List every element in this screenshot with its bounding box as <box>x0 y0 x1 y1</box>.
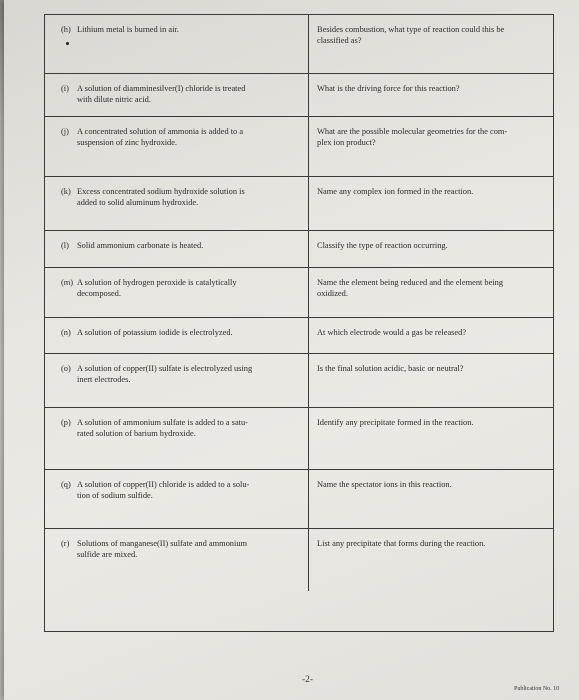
question-cell <box>317 328 545 339</box>
reaction-cell <box>61 480 299 501</box>
question-text: What are the possible molecular geometries for the com- <box>317 127 508 136</box>
worksheet-page <box>4 0 579 700</box>
reaction-text-continued: decomposed. <box>77 288 121 298</box>
column-divider <box>308 74 309 116</box>
question-letter: (i) <box>61 84 69 93</box>
question-text: Identify any precipitate formed in the reaction. <box>317 418 474 427</box>
question-cell <box>317 187 545 198</box>
question-text: oxidized. <box>317 288 348 298</box>
question-text: plex ion product? <box>317 137 376 147</box>
question-text: Name the element being reduced and the element being <box>317 278 504 287</box>
question-text: classified as? <box>317 35 362 45</box>
question-row <box>45 318 553 354</box>
question-row <box>45 268 553 318</box>
reaction-cell <box>61 241 299 252</box>
reaction-text: A solution of potassium iodide is electrolyzed. <box>77 328 233 337</box>
question-cell <box>317 241 545 252</box>
column-divider <box>308 318 309 353</box>
reaction-cell <box>61 418 299 439</box>
reaction-text: A solution of diamminesilver(I) chloride is treated <box>77 84 246 93</box>
column-divider <box>308 268 309 317</box>
reaction-cell <box>61 84 299 105</box>
column-divider <box>308 177 309 230</box>
question-cell <box>317 480 545 491</box>
reaction-text: Lithium metal is burned in air. <box>77 25 179 34</box>
question-letter: (n) <box>61 328 71 337</box>
question-letter: (m) <box>61 278 74 287</box>
column-divider <box>308 231 309 267</box>
question-text: Name any complex ion formed in the reaction. <box>317 187 474 196</box>
reaction-text: A solution of ammonium sulfate is added to a satu- <box>77 418 248 427</box>
column-divider <box>308 408 309 469</box>
question-cell <box>317 278 545 299</box>
question-row <box>45 408 553 470</box>
question-cell <box>317 418 545 429</box>
reaction-cell <box>61 328 299 339</box>
question-text: At which electrode would a gas be released? <box>317 328 467 337</box>
reaction-cell <box>61 278 299 299</box>
reaction-text-continued: tion of sodium sulfide. <box>77 490 153 500</box>
question-row <box>45 117 553 177</box>
question-cell <box>317 25 545 46</box>
reaction-cell <box>61 539 299 560</box>
question-cell <box>317 127 545 148</box>
column-divider <box>308 354 309 407</box>
page-number: -2- <box>302 675 314 685</box>
column-divider <box>308 15 309 73</box>
column-divider <box>308 529 309 591</box>
question-text: List any precipitate that forms during the reaction. <box>317 539 486 548</box>
question-letter: (j) <box>61 127 69 136</box>
reaction-text-continued: inert electrodes. <box>77 374 131 384</box>
question-row <box>45 354 553 408</box>
reaction-text: Solutions of manganese(II) sulfate and ammonium <box>77 539 248 548</box>
question-row <box>45 529 553 591</box>
reaction-cell <box>61 25 299 36</box>
question-letter: (p) <box>61 418 71 427</box>
question-text: Besides combustion, what type of reaction could this be <box>317 25 505 34</box>
question-row <box>45 231 553 268</box>
reaction-text-continued: added to solid aluminum hydroxide. <box>77 197 199 207</box>
question-letter: (h) <box>61 25 71 34</box>
question-table <box>44 14 554 632</box>
reaction-text-continued: suspension of zinc hydroxide. <box>77 137 178 147</box>
question-row <box>45 15 553 74</box>
question-cell <box>317 84 545 95</box>
question-letter: (k) <box>61 187 71 196</box>
reaction-text: A solution of copper(II) sulfate is electrolyzed using <box>77 364 253 373</box>
publication-label: Publication No. 10 <box>514 686 560 692</box>
question-text: What is the driving force for this reaction? <box>317 84 460 93</box>
question-cell <box>317 539 545 550</box>
question-letter: (o) <box>61 364 71 373</box>
question-row <box>45 470 553 529</box>
reaction-text: A concentrated solution of ammonia is added to a <box>77 127 244 136</box>
reaction-cell <box>61 127 299 148</box>
reaction-text: A solution of copper(II) chloride is added to a solu- <box>77 480 250 489</box>
question-letter: (r) <box>61 539 70 548</box>
column-divider <box>308 117 309 176</box>
question-letter: (l) <box>61 241 69 250</box>
reaction-cell <box>61 364 299 385</box>
reaction-text-continued: sulfide are mixed. <box>77 549 138 559</box>
question-row <box>45 177 553 231</box>
question-text: Name the spectator ions in this reaction. <box>317 480 452 489</box>
reaction-text: Solid ammonium carbonate is heated. <box>77 241 204 250</box>
question-text: Classify the type of reaction occurring. <box>317 241 448 250</box>
column-divider <box>308 470 309 528</box>
reaction-text: Excess concentrated sodium hydroxide solution is <box>77 187 245 196</box>
question-row <box>45 74 553 117</box>
question-cell <box>317 364 545 375</box>
reaction-text-continued: with dilute nitric acid. <box>77 94 151 104</box>
question-letter: (q) <box>61 480 71 489</box>
reaction-text: A solution of hydrogen peroxide is catalytically <box>77 278 237 287</box>
question-text: Is the final solution acidic, basic or neutral? <box>317 364 464 373</box>
reaction-text-continued: rated solution of barium hydroxide. <box>77 428 196 438</box>
reaction-cell <box>61 187 299 208</box>
